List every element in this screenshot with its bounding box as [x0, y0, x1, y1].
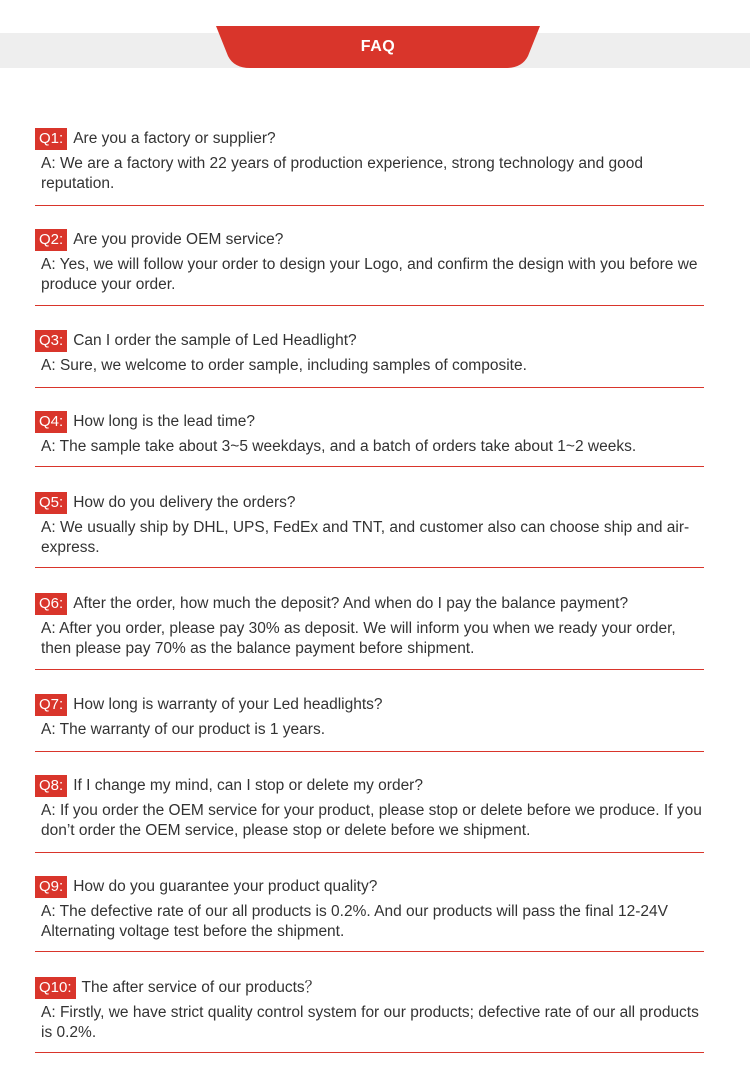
question-text: Are you a factory or supplier?: [73, 130, 276, 147]
question-number-badge: Q3:: [35, 330, 67, 352]
faq-item: [35, 229, 704, 306]
answer-text: A: Firstly, we have strict quality control system for our products; defective rate of our all products is 0.2%.: [41, 1004, 699, 1041]
answer-text: A: The defective rate of our all products is 0.2%. And our products will pass the final 12-24V Alternating voltage test before the shipment.: [41, 903, 668, 940]
question-number-badge: Q7:: [35, 694, 67, 716]
question-row: [35, 229, 283, 251]
answer-text: A: The sample take about 3~5 weekdays, and a batch of orders take about 1~2 weeks.: [41, 438, 637, 455]
faq-item: [35, 411, 704, 467]
question-row: [35, 876, 377, 898]
answer-text: A: We are a factory with 22 years of production experience, strong technology and good reputation.: [41, 155, 643, 192]
question-number-badge: Q10:: [35, 977, 76, 999]
question-text: Can I order the sample of Led Headlight?: [73, 332, 357, 349]
faq-item: [35, 876, 704, 952]
question-number-badge: Q1:: [35, 128, 67, 150]
question-row: [35, 330, 357, 352]
faq-item: [35, 694, 704, 752]
answer-text: A: After you order, please pay 30% as deposit. We will inform you when we ready your order, then please pay 70% as the balance payment before shipment.: [41, 620, 676, 657]
question-text: How long is warranty of your Led headlights?: [73, 696, 383, 713]
faq-item: [35, 593, 704, 670]
answer-text: A: Yes, we will follow your order to design your Logo, and confirm the design with you before we produce your order.: [41, 256, 698, 293]
question-row: [35, 492, 295, 514]
answer-text: A: We usually ship by DHL, UPS, FedEx and TNT, and customer also can choose ship and air-express.: [41, 519, 690, 556]
faq-item: [35, 492, 704, 568]
question-number-badge: Q6:: [35, 593, 67, 615]
answer-text: A: If you order the OEM service for your product, please stop or delete before we produce. If you don’t order the OEM service, please stop or delete before we shipment.: [41, 802, 702, 839]
question-row: [35, 775, 423, 797]
question-row: [35, 128, 276, 150]
faq-item: [35, 330, 704, 388]
question-number-badge: Q4:: [35, 411, 67, 433]
answer-text: A: Sure, we welcome to order sample, including samples of composite.: [41, 357, 527, 374]
question-row: [35, 977, 320, 999]
question-number-badge: Q9:: [35, 876, 67, 898]
question-number-badge: Q5:: [35, 492, 67, 514]
question-text: The after service of our products？: [81, 979, 321, 996]
question-text: How do you delivery the orders?: [73, 494, 296, 511]
page-title: FAQ: [360, 38, 396, 55]
question-number-badge: Q2:: [35, 229, 67, 251]
question-row: [35, 411, 255, 433]
faq-item: [35, 977, 704, 1053]
question-text: How long is the lead time?: [73, 413, 255, 430]
faq-item: [35, 128, 704, 206]
question-text: How do you guarantee your product quality?: [73, 878, 378, 895]
faq-item: [35, 775, 704, 853]
question-number-badge: Q8:: [35, 775, 67, 797]
answer-text: A: The warranty of our product is 1 years.: [41, 721, 326, 738]
question-text: After the order, how much the deposit? And when do I pay the balance payment?: [73, 595, 629, 612]
question-row: [35, 694, 383, 716]
question-row: [35, 593, 628, 615]
question-text: Are you provide OEM service?: [73, 231, 284, 248]
question-text: If I change my mind, can I stop or delete my order?: [73, 777, 423, 794]
